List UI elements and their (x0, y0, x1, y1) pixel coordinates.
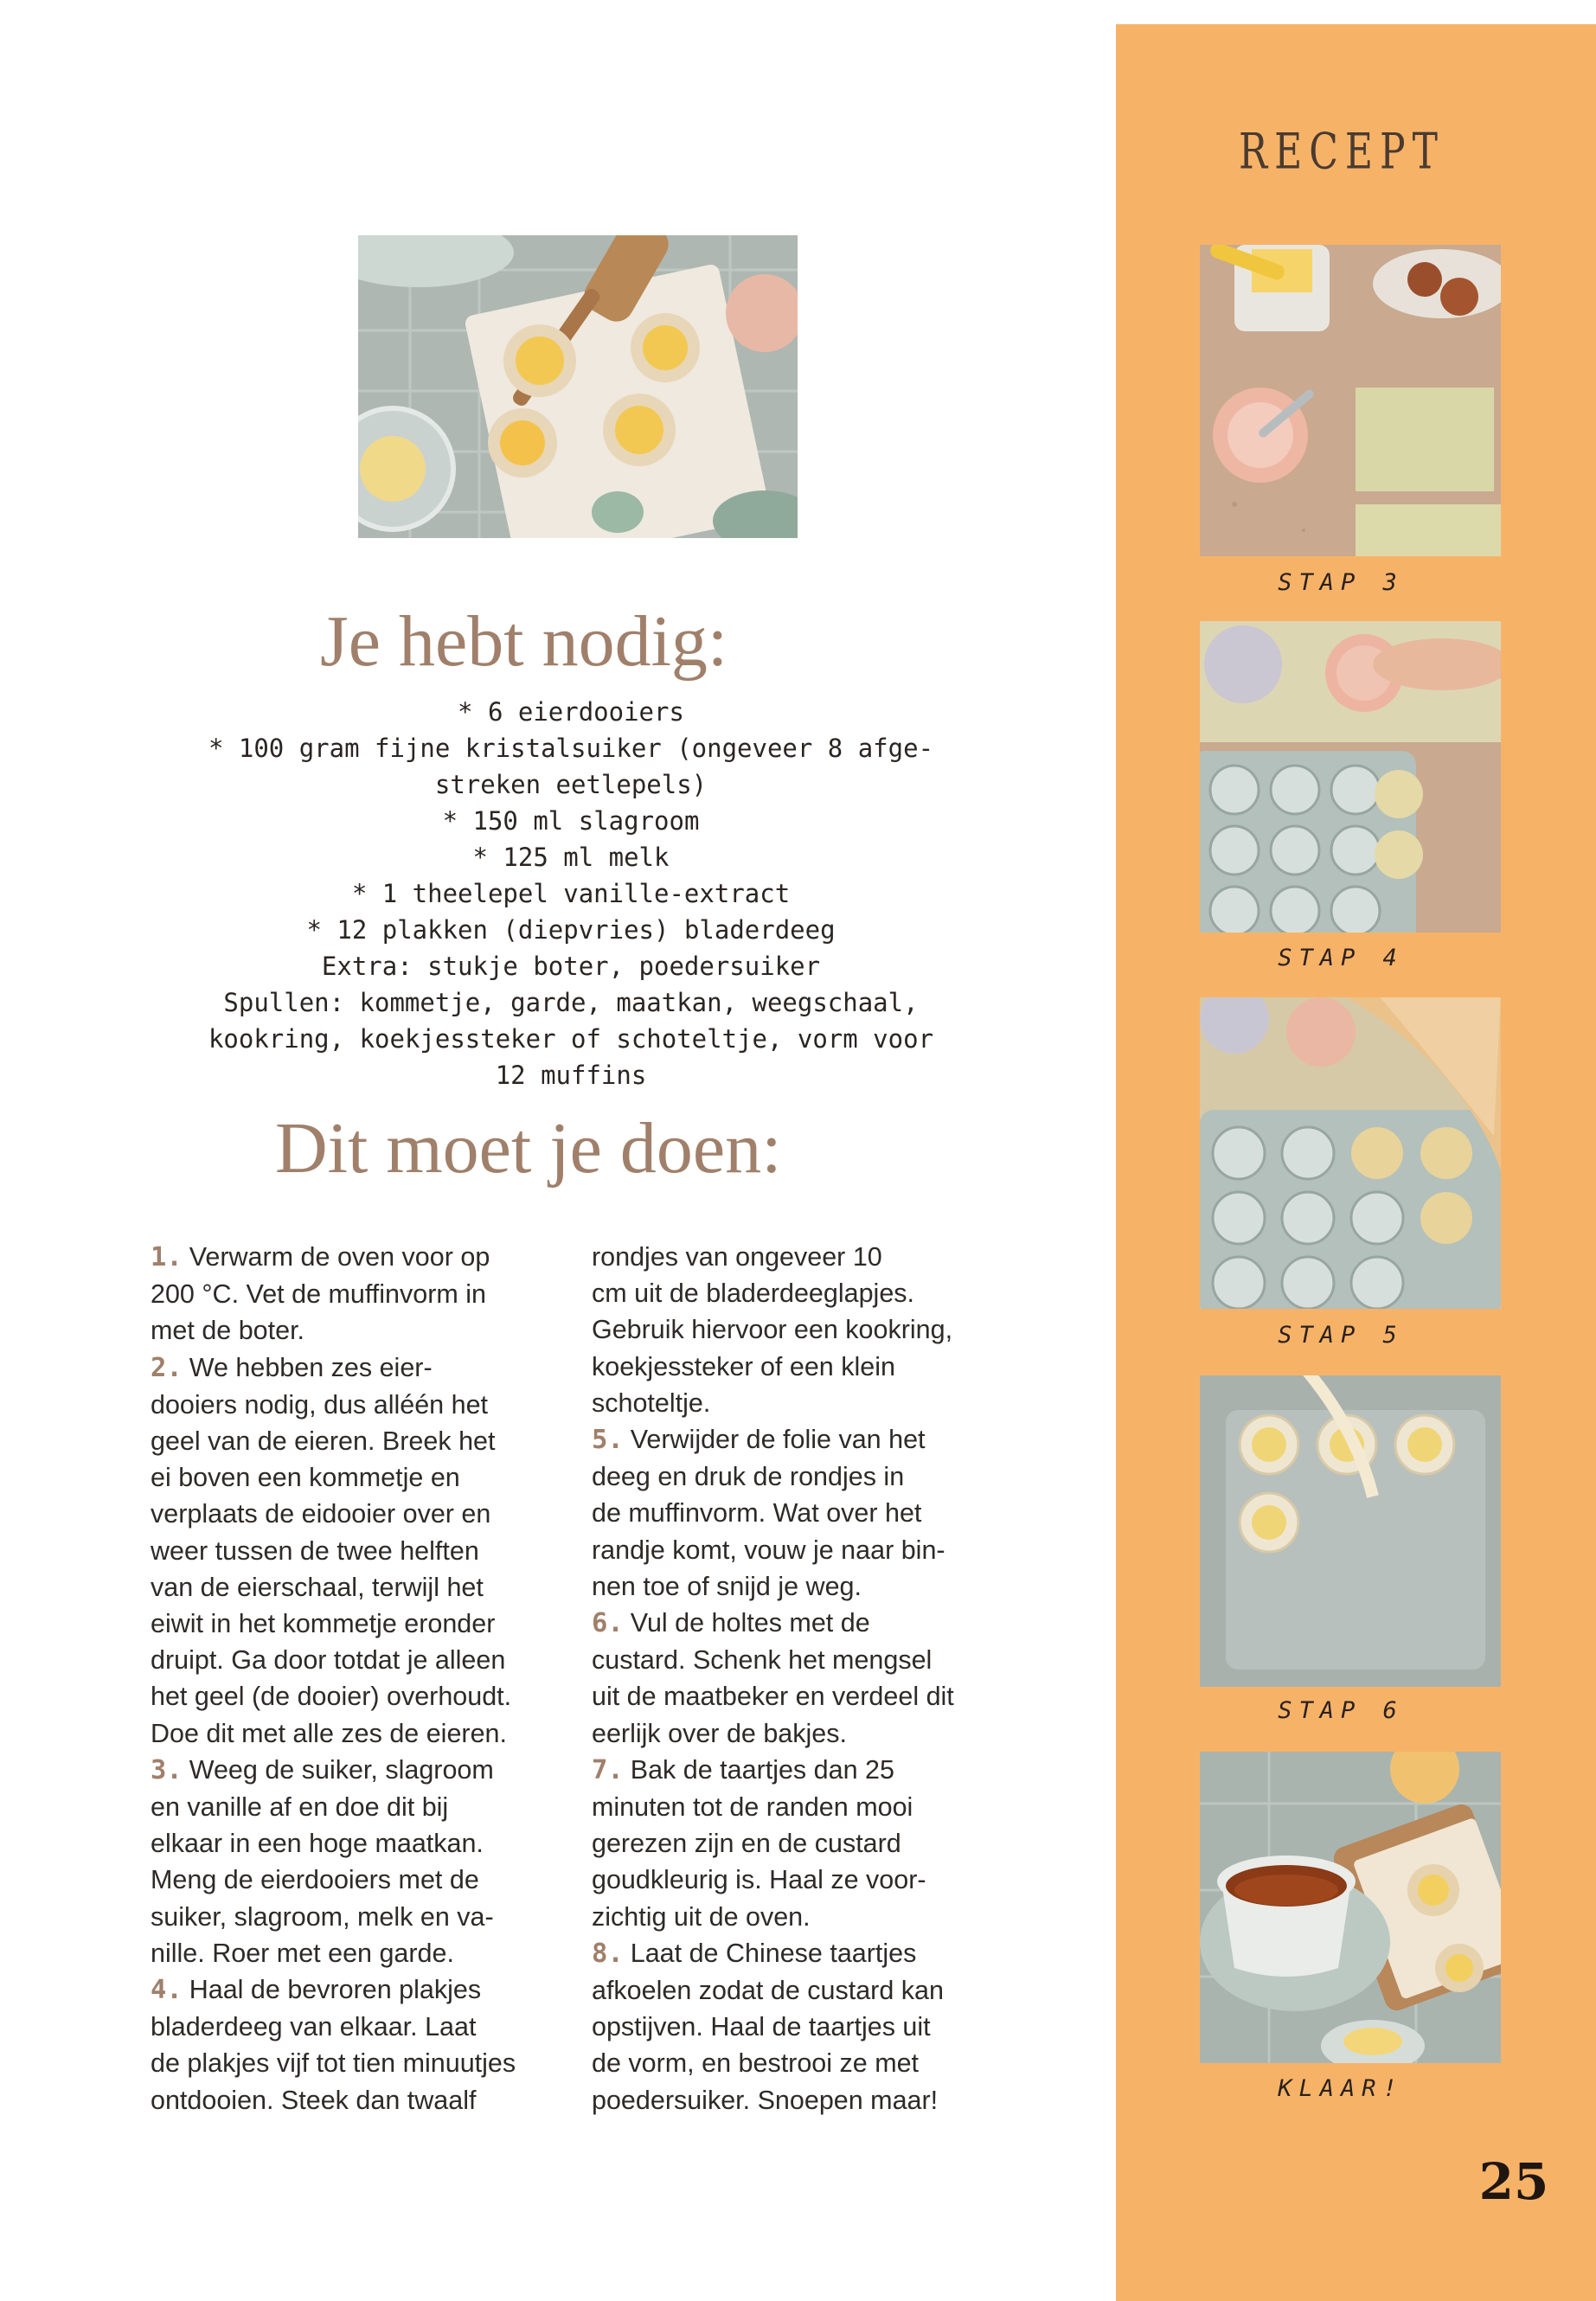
ingredient-line: Extra: stukje boter, poedersuiker (321, 952, 821, 981)
step-number: 2. (151, 1352, 183, 1383)
method-line (592, 1972, 1024, 2009)
method-line (592, 2009, 1024, 2045)
method-text: geel van de eieren. Breek het (151, 1426, 496, 1457)
method-text: gerezen zijn en de custard (592, 1829, 901, 1859)
method-line (151, 1825, 583, 1862)
method-text: nille. Roer met een garde. (151, 1938, 454, 1968)
method-text: cm uit de bladerdeeglapjes. (592, 1279, 915, 1309)
ingredient-line: 12 muffins (495, 1061, 647, 1090)
method-line (592, 1532, 1024, 1568)
method-line (151, 1496, 583, 1532)
step-number: 3. (151, 1754, 183, 1785)
method-line (592, 2082, 1024, 2118)
method-line (592, 1495, 1024, 1531)
step-number: 4. (151, 1975, 183, 2006)
method-text: van de eierschaal, terwijl het (151, 1572, 484, 1602)
method-line (151, 1459, 583, 1496)
method-text: en vanille af en doe dit bij (151, 1792, 449, 1823)
method-line (151, 1789, 583, 1825)
method-text: bladerdeeg van elkaar. Laat (151, 2012, 477, 2042)
method-text: rondjes van ongeveer 10 (592, 1242, 882, 1272)
step-number: 7. (592, 1754, 624, 1785)
ingredients-heading: Je hebt nodig: (320, 601, 728, 682)
method-line (151, 2045, 583, 2081)
ingredient-line: * 150 ml slagroom (442, 806, 700, 836)
method-text: afkoelen zodat de custard kan (592, 1976, 944, 2006)
method-text: Meng de eierdooiers met de (151, 1865, 479, 1895)
step-5-photo (1200, 997, 1501, 1309)
method-line (151, 1239, 583, 1276)
method-text: suiker, slagroom, melk en va- (151, 1901, 494, 1932)
method-text: nen toe of snijd je weg. (592, 1571, 862, 1601)
method-line (151, 1642, 583, 1678)
method-line (151, 1423, 583, 1459)
method-line (151, 1312, 583, 1349)
method-text: ei boven een kommetje en (151, 1463, 460, 1493)
method-text: Verwijder de folie van het (630, 1425, 926, 1455)
method-text: Weeg de suiker, slagroom (189, 1754, 494, 1785)
step-3-photo (1200, 245, 1501, 556)
method-line (151, 2009, 583, 2045)
method-text: We hebben zes eier- (189, 1352, 433, 1382)
method-text: elkaar in een hoge maatkan. (151, 1829, 484, 1859)
method-text: zichtig uit de oven. (592, 1901, 811, 1932)
method-line (592, 1239, 1024, 1275)
method-text: Gebruik hiervoor een kookring, (592, 1315, 953, 1345)
method-text: de muffinvorm. Wat over het (592, 1498, 922, 1529)
ingredients-list (138, 694, 1003, 1093)
method-text: opstijven. Haal de taartjes uit (592, 2012, 931, 2042)
method-text: Laat de Chinese taartjes (630, 1938, 917, 1968)
method-line (592, 1862, 1024, 1898)
step-label: STAP 3 (1278, 569, 1404, 596)
method-line (151, 1862, 583, 1898)
step-number: 6. (592, 1608, 624, 1639)
hero-photo-tarts (358, 235, 798, 538)
method-text: 200 °C. Vet de muffinvorm in (151, 1279, 486, 1310)
method-line (592, 1349, 1024, 1385)
method-line (592, 1458, 1024, 1495)
method-line (151, 1678, 583, 1715)
method-text: dooiers nodig, dus alléén het (151, 1389, 489, 1420)
method-line (592, 1642, 1024, 1678)
method-line (151, 2082, 583, 2118)
method-column-left (151, 1239, 583, 2118)
step-number: 5. (592, 1425, 624, 1456)
method-text: minuten tot de randen mooi (592, 1792, 913, 1823)
method-text: custard. Schenk het mengsel (592, 1645, 933, 1676)
method-text: verplaats de eidooier over en (151, 1499, 491, 1529)
method-line (592, 1311, 1024, 1348)
method-text: Haal de bevroren plakjes (189, 1975, 482, 2005)
method-line (592, 1568, 1024, 1605)
method-line (151, 1276, 583, 1312)
method-line (592, 2045, 1024, 2081)
method-line (151, 1752, 583, 1789)
method-line (151, 1349, 583, 1387)
step-number: 8. (592, 1938, 624, 1969)
method-text: deeg en druk de rondjes in (592, 1462, 905, 1492)
ingredient-line: * 1 theelepel vanille-extract (351, 879, 791, 908)
method-line (592, 1678, 1024, 1715)
step-4-photo (1200, 621, 1501, 933)
method-line (151, 1715, 583, 1752)
final-photo (1200, 1752, 1501, 2063)
step-6-photo (1200, 1375, 1501, 1687)
method-line (592, 1385, 1024, 1421)
method-text: Vul de holtes met de (630, 1608, 870, 1638)
method-line (592, 1605, 1024, 1642)
method-line (151, 1533, 583, 1569)
ingredient-line: * 12 plakken (diepvries) bladerdeeg (306, 915, 836, 945)
method-text: de vorm, en bestrooi ze met (592, 2048, 920, 2079)
method-line (151, 1935, 583, 1971)
method-line (151, 1569, 583, 1606)
method-line (151, 1387, 583, 1423)
method-line (592, 1935, 1024, 1972)
method-text: eiwit in het kommetje eronder (151, 1609, 496, 1639)
method-text: weer tussen de twee helften (151, 1535, 479, 1566)
method-line (151, 1971, 583, 2009)
method-text: schoteltje. (592, 1388, 711, 1418)
section-label: RECEPT (1239, 123, 1445, 181)
method-line (592, 1899, 1024, 1935)
method-line (592, 1715, 1024, 1752)
ingredient-line: kookring, koekjessteker of schoteltje, vorm voor (208, 1024, 934, 1054)
method-line (151, 1899, 583, 1935)
method-text: Doe dit met alle zes de eieren. (151, 1718, 507, 1748)
method-text: randje komt, vouw je naar bin- (592, 1535, 945, 1565)
ingredient-line: Spullen: kommetje, garde, maatkan, weegschaal, (223, 988, 919, 1017)
step-label: KLAAR! (1278, 2075, 1404, 2102)
step-label: STAP 4 (1278, 945, 1404, 971)
method-heading: Dit moet je doen: (275, 1108, 782, 1189)
method-line (592, 1752, 1024, 1789)
method-line (151, 1606, 583, 1642)
method-text: koekjessteker of een klein (592, 1351, 895, 1381)
method-text: het geel (de dooier) overhoudt. (151, 1682, 512, 1712)
method-text: poedersuiker. Snoepen maar! (592, 2085, 939, 2115)
page-number: 25 (1478, 2152, 1549, 2211)
method-text: druipt. Ga door totdat je alleen (151, 1645, 506, 1676)
method-text: de plakjes vijf tot tien minuutjes (151, 2048, 516, 2079)
method-line (592, 1789, 1024, 1825)
ingredient-line: * 6 eierdooiers (458, 697, 684, 727)
method-line (592, 1275, 1024, 1311)
method-text: ontdooien. Steek dan twaalf (151, 2085, 477, 2115)
method-text: uit de maatbeker en verdeel dit (592, 1682, 954, 1712)
method-text: Bak de taartjes dan 25 (630, 1754, 894, 1785)
method-column-right (592, 1239, 1024, 2118)
method-line (592, 1825, 1024, 1862)
step-label: STAP 5 (1278, 1322, 1404, 1349)
ingredient-line: streken eetlepels) (434, 770, 708, 799)
ingredient-line: * 125 ml melk (472, 843, 670, 872)
step-label: STAP 6 (1278, 1697, 1404, 1724)
method-text: Verwarm de oven voor op (189, 1242, 490, 1272)
ingredient-line: * 100 gram fijne kristalsuiker (ongeveer 8 afge- (208, 734, 934, 763)
method-line (592, 1421, 1024, 1458)
method-text: met de boter. (151, 1316, 305, 1346)
step-number: 1. (151, 1242, 183, 1272)
method-text: goudkleurig is. Haal ze voor- (592, 1865, 926, 1895)
method-text: eerlijk over de bakjes. (592, 1718, 847, 1748)
